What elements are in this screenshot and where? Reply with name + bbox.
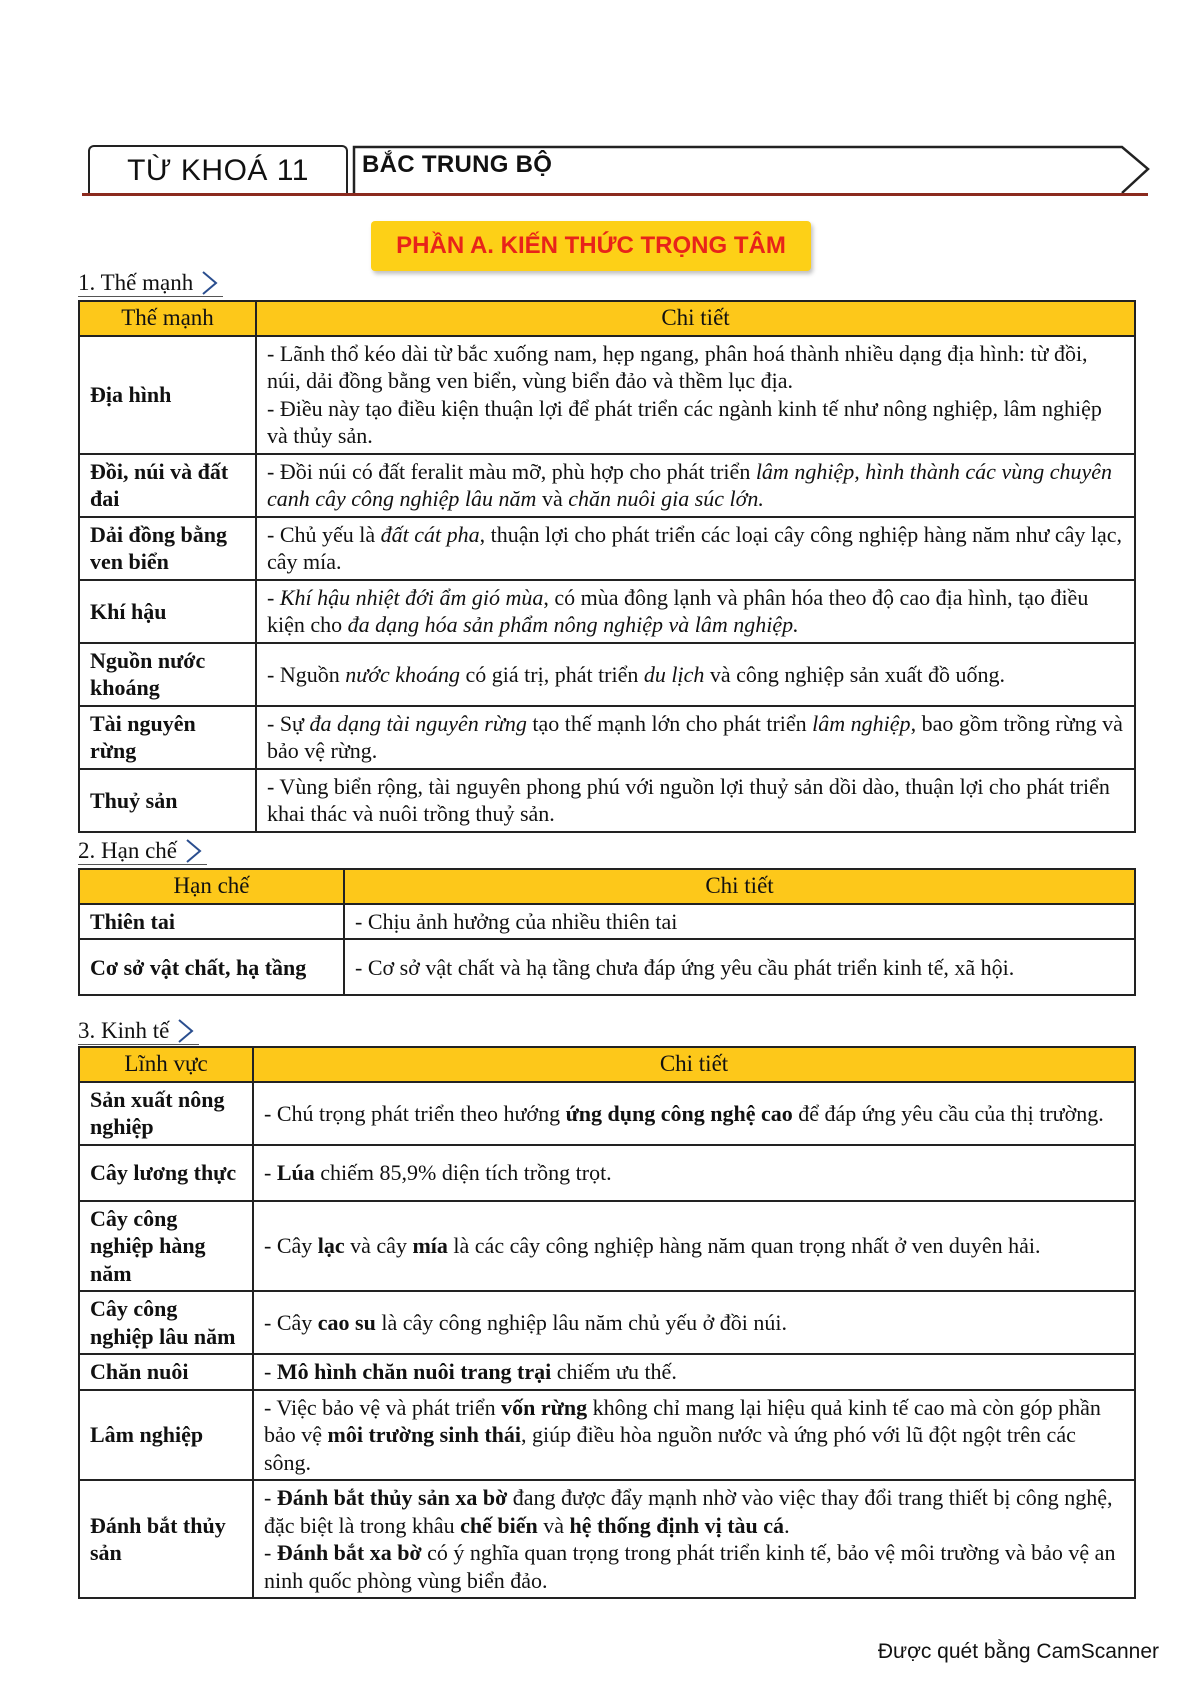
table-row [79,1390,1135,1481]
limitations-table [78,868,1136,996]
row-key: Cây công nghiệp hàng năm [79,1201,253,1292]
table-row [79,904,1135,940]
economy-table [78,1046,1136,1599]
row-key: Thuỷ sản [79,769,256,832]
row-detail: - Việc bảo vệ và phát triển vốn rừng không chỉ mang lại hiệu quả kinh tế cao mà còn góp phần bảo vệ môi trường sinh thái, giúp điều hòa nguồn nước và ứng phó với lũ đột ngột trên các sông. [253,1390,1135,1481]
section-title-strengths [78,270,223,297]
table-row [79,1201,1135,1292]
row-key: Dải đồng bằng ven biển [79,517,256,580]
column-header: Chi tiết [253,1047,1135,1082]
limitations-body [79,904,1135,996]
row-detail: - Lúa chiếm 85,9% diện tích trồng trọt. [253,1145,1135,1201]
table-row [79,1480,1135,1598]
table-row [79,1354,1135,1390]
table-row [79,336,1135,454]
column-header: Lĩnh vực [79,1047,253,1082]
row-detail: - Chú trọng phát triển theo hướng ứng dụng công nghệ cao để đáp ứng yêu cầu của thị trường. [253,1082,1135,1145]
row-detail: - Chủ yếu là đất cát pha, thuận lợi cho phát triển các loại cây công nghiệp hàng năm như cây lạc, cây mía. [256,517,1135,580]
row-detail: - Đồi núi có đất feralit màu mỡ, phù hợp cho phát triển lâm nghiệp, hình thành các vùng chuyên canh cây công nghiệp lâu năm và chăn nuôi gia súc lớn. [256,454,1135,517]
row-key: Địa hình [79,336,256,454]
part-title: PHẦN A. KIẾN THỨC TRỌNG TÂM [396,232,786,259]
table-header-row [79,1047,1135,1082]
section-title-text: 2. Hạn chế [78,838,177,863]
row-key: Sản xuất nông nghiệp [79,1082,253,1145]
table-row [79,643,1135,706]
row-detail: - Cây lạc và cây mía là các cây công nghiệp hàng năm quan trọng nhất ở ven duyên hải. [253,1201,1135,1292]
chevron-right-icon [185,838,203,864]
row-detail: - Chịu ảnh hưởng của nhiều thiên tai [344,904,1135,940]
section-title-limitations [78,838,207,865]
keyword-box [88,145,348,195]
table-row [79,1291,1135,1354]
column-header: Chi tiết [256,301,1135,336]
economy-body [79,1082,1135,1599]
camscanner-footer: Được quét bằng CamScanner [877,1640,1159,1663]
row-detail: - Khí hậu nhiệt đới ẩm gió mùa, có mùa đông lạnh và phân hóa theo độ cao địa hình, tạo điều kiện cho đa dạng hóa sản phẩm nông nghiệp và lâm nghiệp. [256,580,1135,643]
header-row [88,143,1148,199]
strengths-table [78,300,1136,833]
table-row [79,517,1135,580]
table-row [79,706,1135,769]
row-detail: - Mô hình chăn nuôi trang trại chiếm ưu thế. [253,1354,1135,1390]
row-detail: - Nguồn nước khoáng có giá trị, phát triển du lịch và công nghiệp sản xuất đồ uống. [256,643,1135,706]
row-key: Thiên tai [79,904,344,940]
column-header: Thế mạnh [79,301,256,336]
row-key: Đồi, núi và đất đai [79,454,256,517]
section-title-text: 3. Kinh tế [78,1018,170,1043]
row-detail: - Cây cao su là cây công nghiệp lâu năm chủ yếu ở đồi núi. [253,1291,1135,1354]
row-detail: - Đánh bắt thủy sản xa bờ đang được đẩy mạnh nhờ vào việc thay đổi trang thiết bị công nghệ, đặc biệt là trong khâu chế biến và hệ thống định vị tàu cá. - Đánh bắt xa bờ có ý nghĩa quan trọng trong phát triển kinh tế, bảo vệ môi trường và bảo vệ an ninh quốc phòng vùng biển đảo. [253,1480,1135,1598]
section-title-text: 1. Thế mạnh [78,270,194,295]
table-row [79,580,1135,643]
table-header-row [79,869,1135,904]
keyword-label: TỪ KHOÁ 11 [127,154,309,187]
row-key: Cây công nghiệp lâu năm [79,1291,253,1354]
region-label: BẮC TRUNG BỘ [362,151,553,178]
table-row [79,1082,1135,1145]
row-detail: - Cơ sở vật chất và hạ tầng chưa đáp ứng yêu cầu phát triển kinh tế, xã hội. [344,939,1135,995]
row-detail: - Lãnh thổ kéo dài từ bắc xuống nam, hẹp ngang, phân hoá thành nhiều dạng địa hình: từ đồi, núi, dải đồng bằng ven biển, vùng biển đảo và thềm lục địa. - Điều này tạo điều kiện thuận lợi để phát triển các ngành kinh tế như nông nghiệp, lâm nghiệp và thủy sản. [256,336,1135,454]
row-key: Cây lương thực [79,1145,253,1201]
row-detail: - Sự đa dạng tài nguyên rừng tạo thế mạnh lớn cho phát triển lâm nghiệp, bao gồm trồng rừng và bảo vệ rừng. [256,706,1135,769]
chevron-right-icon [177,1018,195,1044]
row-detail: - Vùng biển rộng, tài nguyên phong phú với nguồn lợi thuỷ sản dồi dào, thuận lợi cho phát triển khai thác và nuôi trồng thuỷ sản. [256,769,1135,832]
row-key: Chăn nuôi [79,1354,253,1390]
section-title-economy [78,1018,199,1045]
column-header: Hạn chế [79,869,344,904]
row-key: Tài nguyên rừng [79,706,256,769]
table-row [79,939,1135,995]
chevron-right-icon [201,270,219,296]
row-key: Đánh bắt thủy sản [79,1480,253,1598]
table-row [79,454,1135,517]
row-key: Lâm nghiệp [79,1390,253,1481]
row-key: Nguồn nước khoáng [79,643,256,706]
table-header-row [79,301,1135,336]
strengths-body [79,336,1135,832]
part-title-banner [371,221,811,271]
column-header: Chi tiết [344,869,1135,904]
header-divider [82,193,1148,196]
table-row [79,769,1135,832]
row-key: Khí hậu [79,580,256,643]
row-key: Cơ sở vật chất, hạ tầng [79,939,344,995]
table-row [79,1145,1135,1201]
